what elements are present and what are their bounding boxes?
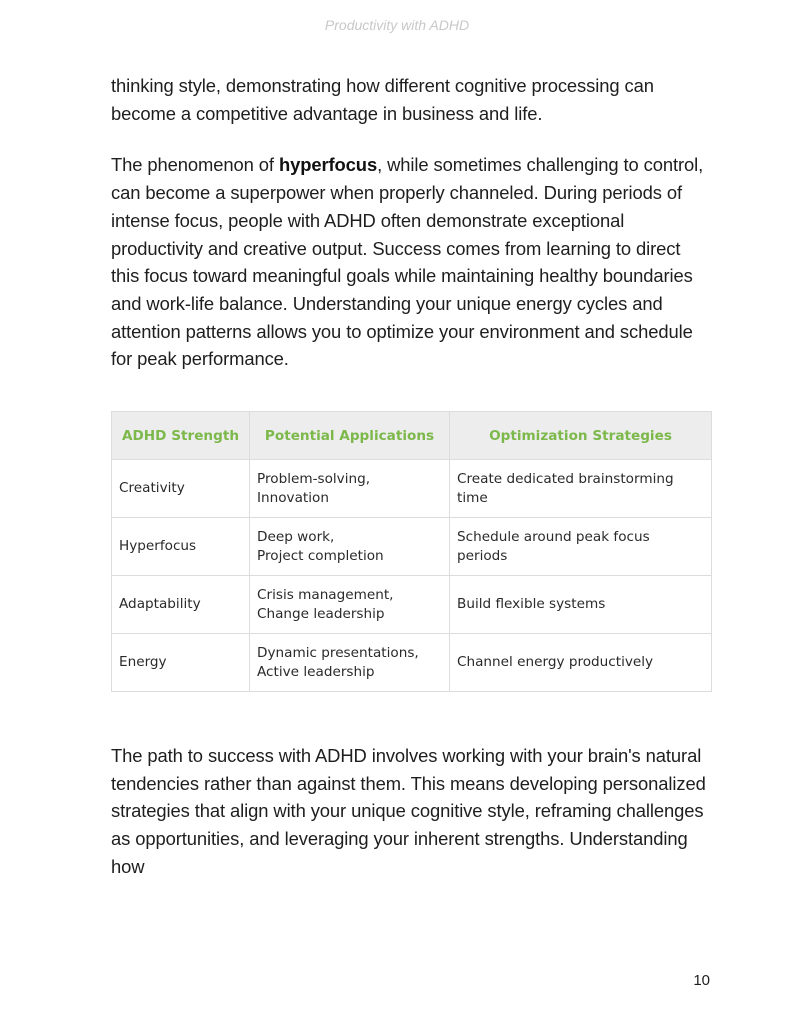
cell-line: Channel energy productively: [457, 654, 654, 671]
table-row: [112, 518, 712, 576]
cell-line: Innovation: [257, 489, 329, 506]
paragraph-intro-continuation: thinking style, demonstrating how different cognitive processing can become a competitive advantage in business and life.: [111, 75, 654, 124]
table-row: [112, 460, 712, 518]
applications-cell: [250, 576, 450, 634]
cell-line: periods: [457, 547, 508, 564]
applications-cell: [250, 518, 450, 576]
strength-cell: Energy: [112, 634, 250, 692]
paragraph-hyperfocus: [111, 151, 713, 373]
cell-line: Project completion: [257, 547, 384, 564]
cell-line: Deep work,: [257, 528, 335, 545]
strategies-cell: [450, 460, 712, 518]
cell-line: Create dedicated brainstorming: [457, 470, 674, 487]
column-header-strength: ADHD Strength: [112, 412, 250, 460]
cell-line: Dynamic presentations,: [257, 644, 419, 661]
cell-line: time: [457, 489, 488, 506]
strength-cell: Creativity: [112, 460, 250, 518]
strategies-cell: [450, 518, 712, 576]
adhd-strengths-table: [111, 411, 712, 692]
applications-cell: [250, 460, 450, 518]
column-header-strategies: Optimization Strategies: [450, 412, 712, 460]
cell-line: Problem-solving,: [257, 470, 371, 487]
page-number: 10: [693, 972, 710, 989]
page-body: [111, 72, 713, 881]
paragraph-path-to-success: The path to success with ADHD involves working with your brain's natural tendencies rather than against them. This means developing personalized strategies that align with your unique cognitive style, reframing challenges as opportunities, and leveraging your inherent strengths. Understanding how: [111, 745, 706, 877]
table-row: [112, 576, 712, 634]
strength-cell: Adaptability: [112, 576, 250, 634]
cell-line: Schedule around peak focus: [457, 528, 650, 545]
strategies-cell: [450, 634, 712, 692]
running-header: Productivity with ADHD: [324, 17, 470, 33]
strategies-cell: [450, 576, 712, 634]
table-row: [112, 634, 712, 692]
cell-line: Crisis management,: [257, 586, 394, 603]
strength-cell: Hyperfocus: [112, 518, 250, 576]
column-header-applications: Potential Applications: [250, 412, 450, 460]
paragraph-text: The phenomenon of: [111, 154, 279, 176]
cell-line: Active leadership: [257, 663, 375, 680]
cell-line: Change leadership: [257, 605, 385, 622]
applications-cell: [250, 634, 450, 692]
table-header-row: [112, 412, 712, 460]
cell-line: Build flexible systems: [457, 596, 606, 613]
hyperfocus-term: hyperfocus: [278, 154, 378, 176]
paragraph-text: , while sometimes challenging to control, can become a superpower when properly channeled. During periods of intense focus, people with ADHD often demonstrate exceptional productivity and creative output. Success comes from learning to direct this focus toward meaningful goals while maintaining healthy boundaries and work-life balance. Understanding your unique energy cycles and attention patterns allows you to optimize your environment and schedule for peak performance.: [111, 154, 704, 370]
